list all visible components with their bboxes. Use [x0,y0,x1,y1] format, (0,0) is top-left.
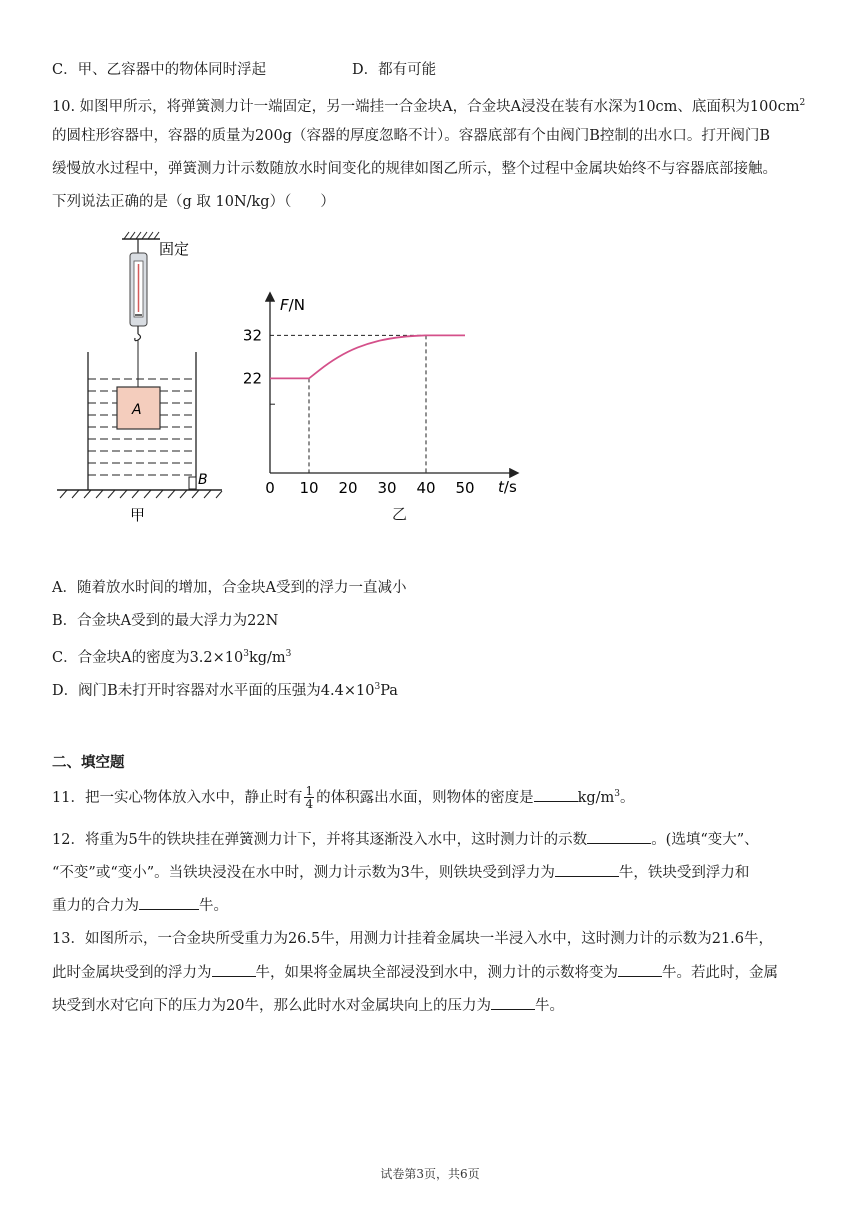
answer-blank[interactable] [491,995,535,1010]
x-axis-label: t/s [498,478,517,496]
q10-option-b: B．合金块A受到的最大浮力为22N [52,613,279,629]
caption-jia: 甲 [130,506,146,524]
x-tick-label: 20 [338,479,358,497]
answer-blank[interactable] [534,787,578,802]
q10-stem-line4: 下列说法正确的是（g 取 10N/kg）（ ） [52,194,335,210]
figure-jia [52,228,232,528]
chart-yi [230,280,540,530]
q10-stem-line1: 10. 如图甲所示，将弹簧测力计一端固定，另一端挂一合金块A，合金块A浸没在装有水深为10cm、底面积为$100cm^2$ [52,98,806,115]
y-tick-label: 22 [242,369,262,388]
label-block-a: A [132,402,142,418]
x-tick-label: 50 [455,479,475,497]
q10-option-d: D．阀门B未打开时容器对水平面的压强为$4.4\times 10^3Pa$ [52,682,398,699]
q10-option-c: C．合金块A的密度为$3.2\times 10^3kg/m^3$ [52,649,292,666]
answer-blank[interactable] [212,962,256,977]
force-curve [270,335,465,378]
q11: 11．把一实心物体放入水中，静止时有 $\frac{1}{4}$ 的体积露出水面，则物体的密度是 $kg/m^3$。 [52,784,635,812]
page-footer: 试卷第3页，共6页 [380,1167,480,1181]
answer-blank[interactable] [587,829,651,844]
q9-option-d: D．都有可能 [352,62,437,78]
q10-stem-line3: 缓慢放水过程中，弹簧测力计示数随放水时间变化的规律如图乙所示，整个过程中金属块始终不与容器底部接触。 [52,161,777,177]
y-axis-label: F/N [280,296,305,314]
y-tick-label: 32 [242,326,262,345]
x-tick-label: 0 [265,479,275,497]
label-valve-b: B [198,472,208,488]
answer-blank[interactable] [555,862,619,877]
q12-line3: 重力的合力为 牛。 [52,895,228,916]
q13-line3: 块受到水对它向下的压力为20牛，那么此时水对金属块向上的压力为 牛。 [52,995,564,1016]
q13-line1: 13．如图所示，一合金块所受重力为26.5牛，用测力计挂着金属块一半浸入水中，这时测力计的示数为21.6牛， [52,931,774,947]
x-tick-label: 30 [377,479,397,497]
q9-option-c: C．甲、乙容器中的物体同时浮起 [52,62,267,78]
q13-line2: 此时金属块受到的浮力为 牛，如果将金属块全部浸没到水中，测力计的示数将变为 牛。若此时，金属 [52,962,778,983]
q12-line1: 12．将重为5牛的铁块挂在弹簧测力计下，并将其逐渐没入水中，这时测力计的示数 。(选填“变大”、 [52,829,759,850]
q10-stem-line2: 的圆柱形容器中，容器的质量为200g（容器的厚度忽略不计）。容器底部有个由阀门B控制的出水口。打开阀门B [52,128,771,144]
answer-blank[interactable] [618,962,662,977]
q10-option-a: A．随着放水时间的增加，合金块A受到的浮力一直减小 [52,580,407,596]
label-fixed: 固定 [159,240,190,258]
answer-blank[interactable] [139,895,199,910]
x-tick-label: 10 [299,479,319,497]
q12-line2: “不变”或“变小”。当铁块浸没在水中时，测力计示数为3牛，则铁块受到浮力为 牛，铁块受到浮力和 [52,862,749,883]
fraction-one-quarter: $\frac{1}{4}$ [305,784,314,812]
x-tick-label: 40 [416,479,436,497]
section-title-fill-blank: 二、填空题 [52,755,125,771]
caption-yi: 乙 [392,505,408,523]
